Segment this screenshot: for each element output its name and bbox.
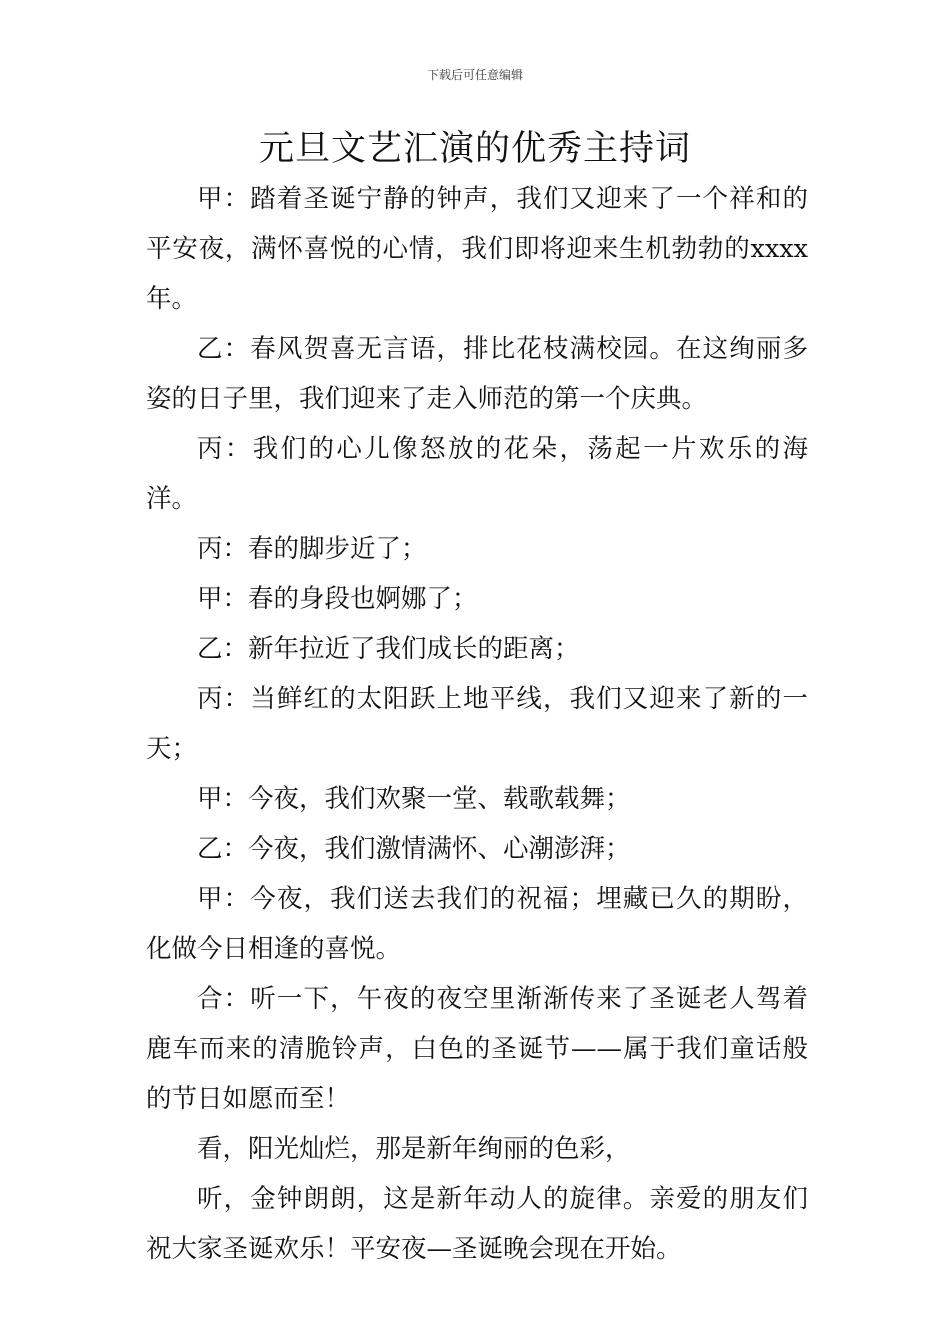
- paragraph: 甲：踏着圣诞宁静的钟声，我们又迎来了一个祥和的平安夜，满怀喜悦的心情，我们即将迎来生机勃勃的xxxx年。: [146, 184, 808, 314]
- paragraph: 乙：今夜，我们激情满怀、心潮澎湃；: [197, 834, 631, 864]
- document-title: 元旦文艺汇演的优秀主持词: [258, 129, 691, 169]
- paragraph: 丙：我们的心儿像怒放的花朵，荡起一片欢乐的海洋。: [146, 434, 808, 514]
- paragraph: 乙：春风贺喜无言语，排比花枝满校园。在这绚丽多姿的日子里，我们迎来了走入师范的第一个庆典。: [146, 334, 808, 414]
- paragraph: 甲：春的身段也婀娜了；: [197, 584, 478, 614]
- header-note: 下载后可任意编辑: [426, 68, 523, 82]
- paragraph: 甲：今夜，我们欢聚一堂、载歌载舞；: [197, 784, 631, 814]
- paragraph: 看，阳光灿烂，那是新年绚丽的色彩，: [197, 1134, 631, 1164]
- paragraph: 乙：新年拉近了我们成长的距离；: [197, 634, 580, 664]
- paragraph: 丙：春的脚步近了；: [197, 534, 427, 564]
- document-body: [146, 174, 808, 1274]
- paragraph: 甲：今夜，我们送去我们的祝福；埋藏已久的期盼，化做今日相逢的喜悦。: [146, 884, 808, 964]
- paragraph: 合：听一下，午夜的夜空里渐渐传来了圣诞老人驾着鹿车而来的清脆铃声，白色的圣诞节——属于我们童话般的节日如愿而至！: [146, 984, 808, 1114]
- paragraph: 听，金钟朗朗，这是新年动人的旋律。亲爱的朋友们祝大家圣诞欢乐！平安夜—圣诞晚会现在开始。: [146, 1184, 808, 1264]
- paragraph: 丙：当鲜红的太阳跃上地平线，我们又迎来了新的一天；: [146, 684, 808, 764]
